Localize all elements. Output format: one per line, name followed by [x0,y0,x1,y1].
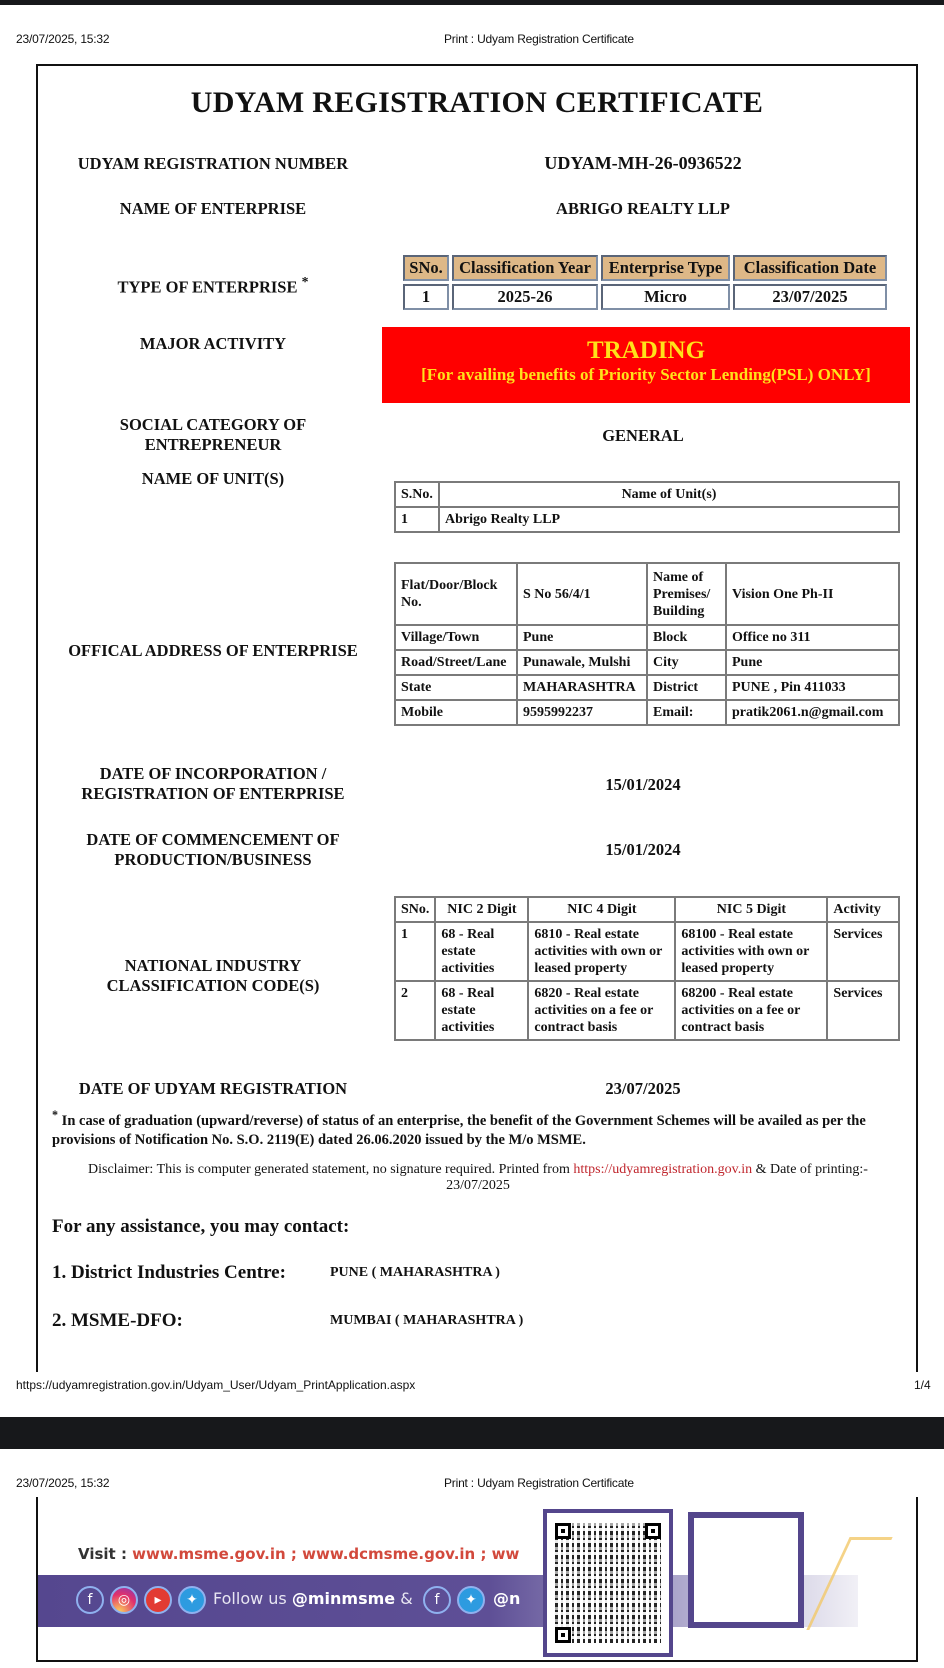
facebook-icon[interactable]: f [76,1586,104,1614]
cell: Punawale, Mulshi [517,650,647,675]
col-header: S.No. [395,482,439,507]
printing-date: 23/07/2025 [446,1178,510,1193]
asterisk: * [301,274,309,289]
col-header: Classification Date [733,255,887,281]
msme-dfo-label: 2. MSME-DFO: [52,1310,183,1331]
cell: 68 - Real estate activities [435,922,528,981]
page-separator [0,1417,944,1449]
instagram-icon[interactable]: ◎ [110,1586,138,1614]
twitter-icon[interactable]: ✦ [178,1586,206,1614]
cell: 1 [395,507,439,532]
print-title: Print : Udyam Registration Certificate [444,32,634,46]
col-header: SNo. [403,255,449,281]
cell: 6820 - Real estate activities on a fee or contract basis [528,981,675,1040]
cell: Services [827,981,899,1040]
follow-tail [493,1589,520,1608]
certificate-page [36,64,918,1372]
footnote [52,1106,904,1150]
udyam-portal-link[interactable]: https://udyamregistration.gov.in [573,1162,753,1177]
commencement-value: 15/01/2024 [605,840,681,859]
major-activity-banner [382,327,910,403]
table-row [395,981,899,1040]
table-row [395,625,899,650]
visit-label: Visit : [78,1545,133,1563]
cell: Pune [517,625,647,650]
cell: 1 [403,284,449,310]
type-of-enterprise-label [48,272,378,298]
psl-note: [For availing benefits of Priority Sector Lending(PSL) ONLY] [421,365,871,384]
cell: 6810 - Real estate activities with own or leased property [528,922,675,981]
incorporation-value: 15/01/2024 [605,775,681,794]
disclaimer-suffix: & Date of printing:- [752,1162,868,1177]
facebook-icon[interactable]: f [423,1586,451,1614]
visit-line [78,1545,519,1563]
cell: 23/07/2025 [733,284,887,310]
label-line: SOCIAL CATEGORY OF [119,415,307,434]
print-datetime-p2: 23/07/2025, 15:32 [16,1476,110,1490]
cell: Email: [647,700,726,725]
cell: 68100 - Real estate activities with own or leased property [675,922,827,981]
cell: S No 56/4/1 [517,563,647,625]
reg-number-value: UDYAM-MH-26-0936522 [544,153,742,173]
cell: Services [827,922,899,981]
msme-dfo-value: MUMBAI ( MAHARASHTRA ) [330,1313,524,1328]
table-row [403,284,887,310]
cell: District [647,675,726,700]
follow-us-text [213,1589,413,1608]
units-table [394,481,900,533]
cell: State [395,675,517,700]
table-row [395,507,899,532]
table-row [395,922,899,981]
udyam-date-value: 23/07/2025 [605,1079,681,1098]
label-line: DATE OF COMMENCEMENT OF [86,830,340,849]
cell: Pune [726,650,899,675]
assistance-heading: For any assistance, you may contact: [52,1216,350,1237]
table-row [395,675,899,700]
qr-finder [645,1523,661,1539]
commencement-label [48,830,378,870]
col-header: Activity [827,897,899,922]
print-title-p2: Print : Udyam Registration Certificate [444,1476,634,1490]
reg-number-label: UDYAM REGISTRATION NUMBER [77,154,349,173]
cell: PUNE , Pin 411033 [726,675,899,700]
col-header: NIC 2 Digit [435,897,528,922]
visit-links[interactable]: www.msme.gov.in ; www.dcmsme.gov.in ; ww [132,1545,520,1563]
follow-prefix: Follow us [213,1589,292,1608]
col-header: NIC 4 Digit [528,897,675,922]
disclaimer [52,1162,904,1194]
address-label: OFFICAL ADDRESS OF ENTERPRISE [68,641,358,660]
cell: Name of Premises/ Building [647,563,726,625]
qr-pattern-overlay [555,1523,661,1643]
qr-finder [555,1627,571,1643]
col-header: Classification Year [452,255,598,281]
viewer-top-bar [0,0,944,5]
classification-table [400,252,890,313]
cell: 68200 - Real estate activities on a fee or contract basis [675,981,827,1040]
label-line: REGISTRATION OF ENTERPRISE [81,784,345,803]
qr-code [543,1509,673,1657]
cell: 1 [395,922,435,981]
udyam-date-label: DATE OF UDYAM REGISTRATION [78,1079,348,1098]
cell: Office no 311 [726,625,899,650]
table-row [395,650,899,675]
major-activity-value: TRADING [586,337,706,364]
certificate-title: UDYAM REGISTRATION CERTIFICATE [190,86,764,119]
units-label: NAME OF UNIT(S) [141,469,285,488]
cell: 2 [395,981,435,1040]
col-header: Enterprise Type [601,255,730,281]
cell: 68 - Real estate activities [435,981,528,1040]
disclaimer-text: Disclaimer: This is computer generated statement, no signature required. Printed from [88,1162,574,1177]
cell: Flat/Door/Block No. [395,563,517,625]
email-link[interactable]: pratik2061.n@gmail.com [726,700,899,725]
label-line: CLASSIFICATION CODE(S) [106,976,320,995]
youtube-icon[interactable]: ▸ [144,1586,172,1614]
photo-frame [688,1512,804,1628]
label-line: PRODUCTION/BUSINESS [114,850,312,869]
label-line: NATIONAL INDUSTRY [124,956,302,975]
page-number: 1/4 [914,1378,931,1392]
cell: MAHARASHTRA [517,675,647,700]
cell: Village/Town [395,625,517,650]
qr-finder [555,1523,571,1539]
print-footer-url: https://udyamregistration.gov.in/Udyam_User/Udyam_PrintApplication.aspx [16,1378,416,1392]
cell: Mobile [395,700,517,725]
asterisk: * [52,1108,59,1122]
cell: Vision One Ph-II [726,563,899,625]
cell: Road/Street/Lane [395,650,517,675]
page-2-banner [36,1497,918,1662]
dic-label: 1. District Industries Centre: [52,1262,286,1283]
dic-value: PUNE ( MAHARASHTRA ) [330,1265,500,1280]
print-datetime: 23/07/2025, 15:32 [16,32,110,46]
label-line: ENTREPRENEUR [144,435,282,454]
nic-table [394,896,900,1041]
col-header: Name of Unit(s) [439,482,899,507]
nic-label [48,956,378,996]
label-line: DATE OF INCORPORATION / [99,764,327,783]
col-header: SNo. [395,897,435,922]
enterprise-name-label: NAME OF ENTERPRISE [119,199,307,218]
table-row [395,700,899,725]
col-header: NIC 5 Digit [675,897,827,922]
cell: Block [647,625,726,650]
major-activity-label: MAJOR ACTIVITY [139,334,287,353]
follow-tail-text: @n [493,1589,521,1608]
footnote-text: In case of graduation (upward/reverse) of status of an enterprise, the benefit of the Government Schemes will be availed as per the provisions of Notification No. S.O. 2119(E) dated 26.06.2020 issued by the M/o MSME. [52,1112,866,1148]
cell: City [647,650,726,675]
incorporation-label [48,764,378,804]
address-table [394,562,900,726]
cell: Abrigo Realty LLP [439,507,899,532]
follow-amp: & [395,1589,413,1608]
table-row [395,563,899,625]
social-category-label [48,415,378,455]
enterprise-name-value: ABRIGO REALTY LLP [556,199,730,218]
social-category-value: GENERAL [602,426,684,445]
cell: 2025-26 [452,284,598,310]
type-label-text: TYPE OF ENTERPRISE [117,277,298,297]
twitter-icon[interactable]: ✦ [457,1586,485,1614]
cell: Micro [601,284,730,310]
follow-handle[interactable]: @minmsme [291,1589,396,1608]
cell: 9595992237 [517,700,647,725]
